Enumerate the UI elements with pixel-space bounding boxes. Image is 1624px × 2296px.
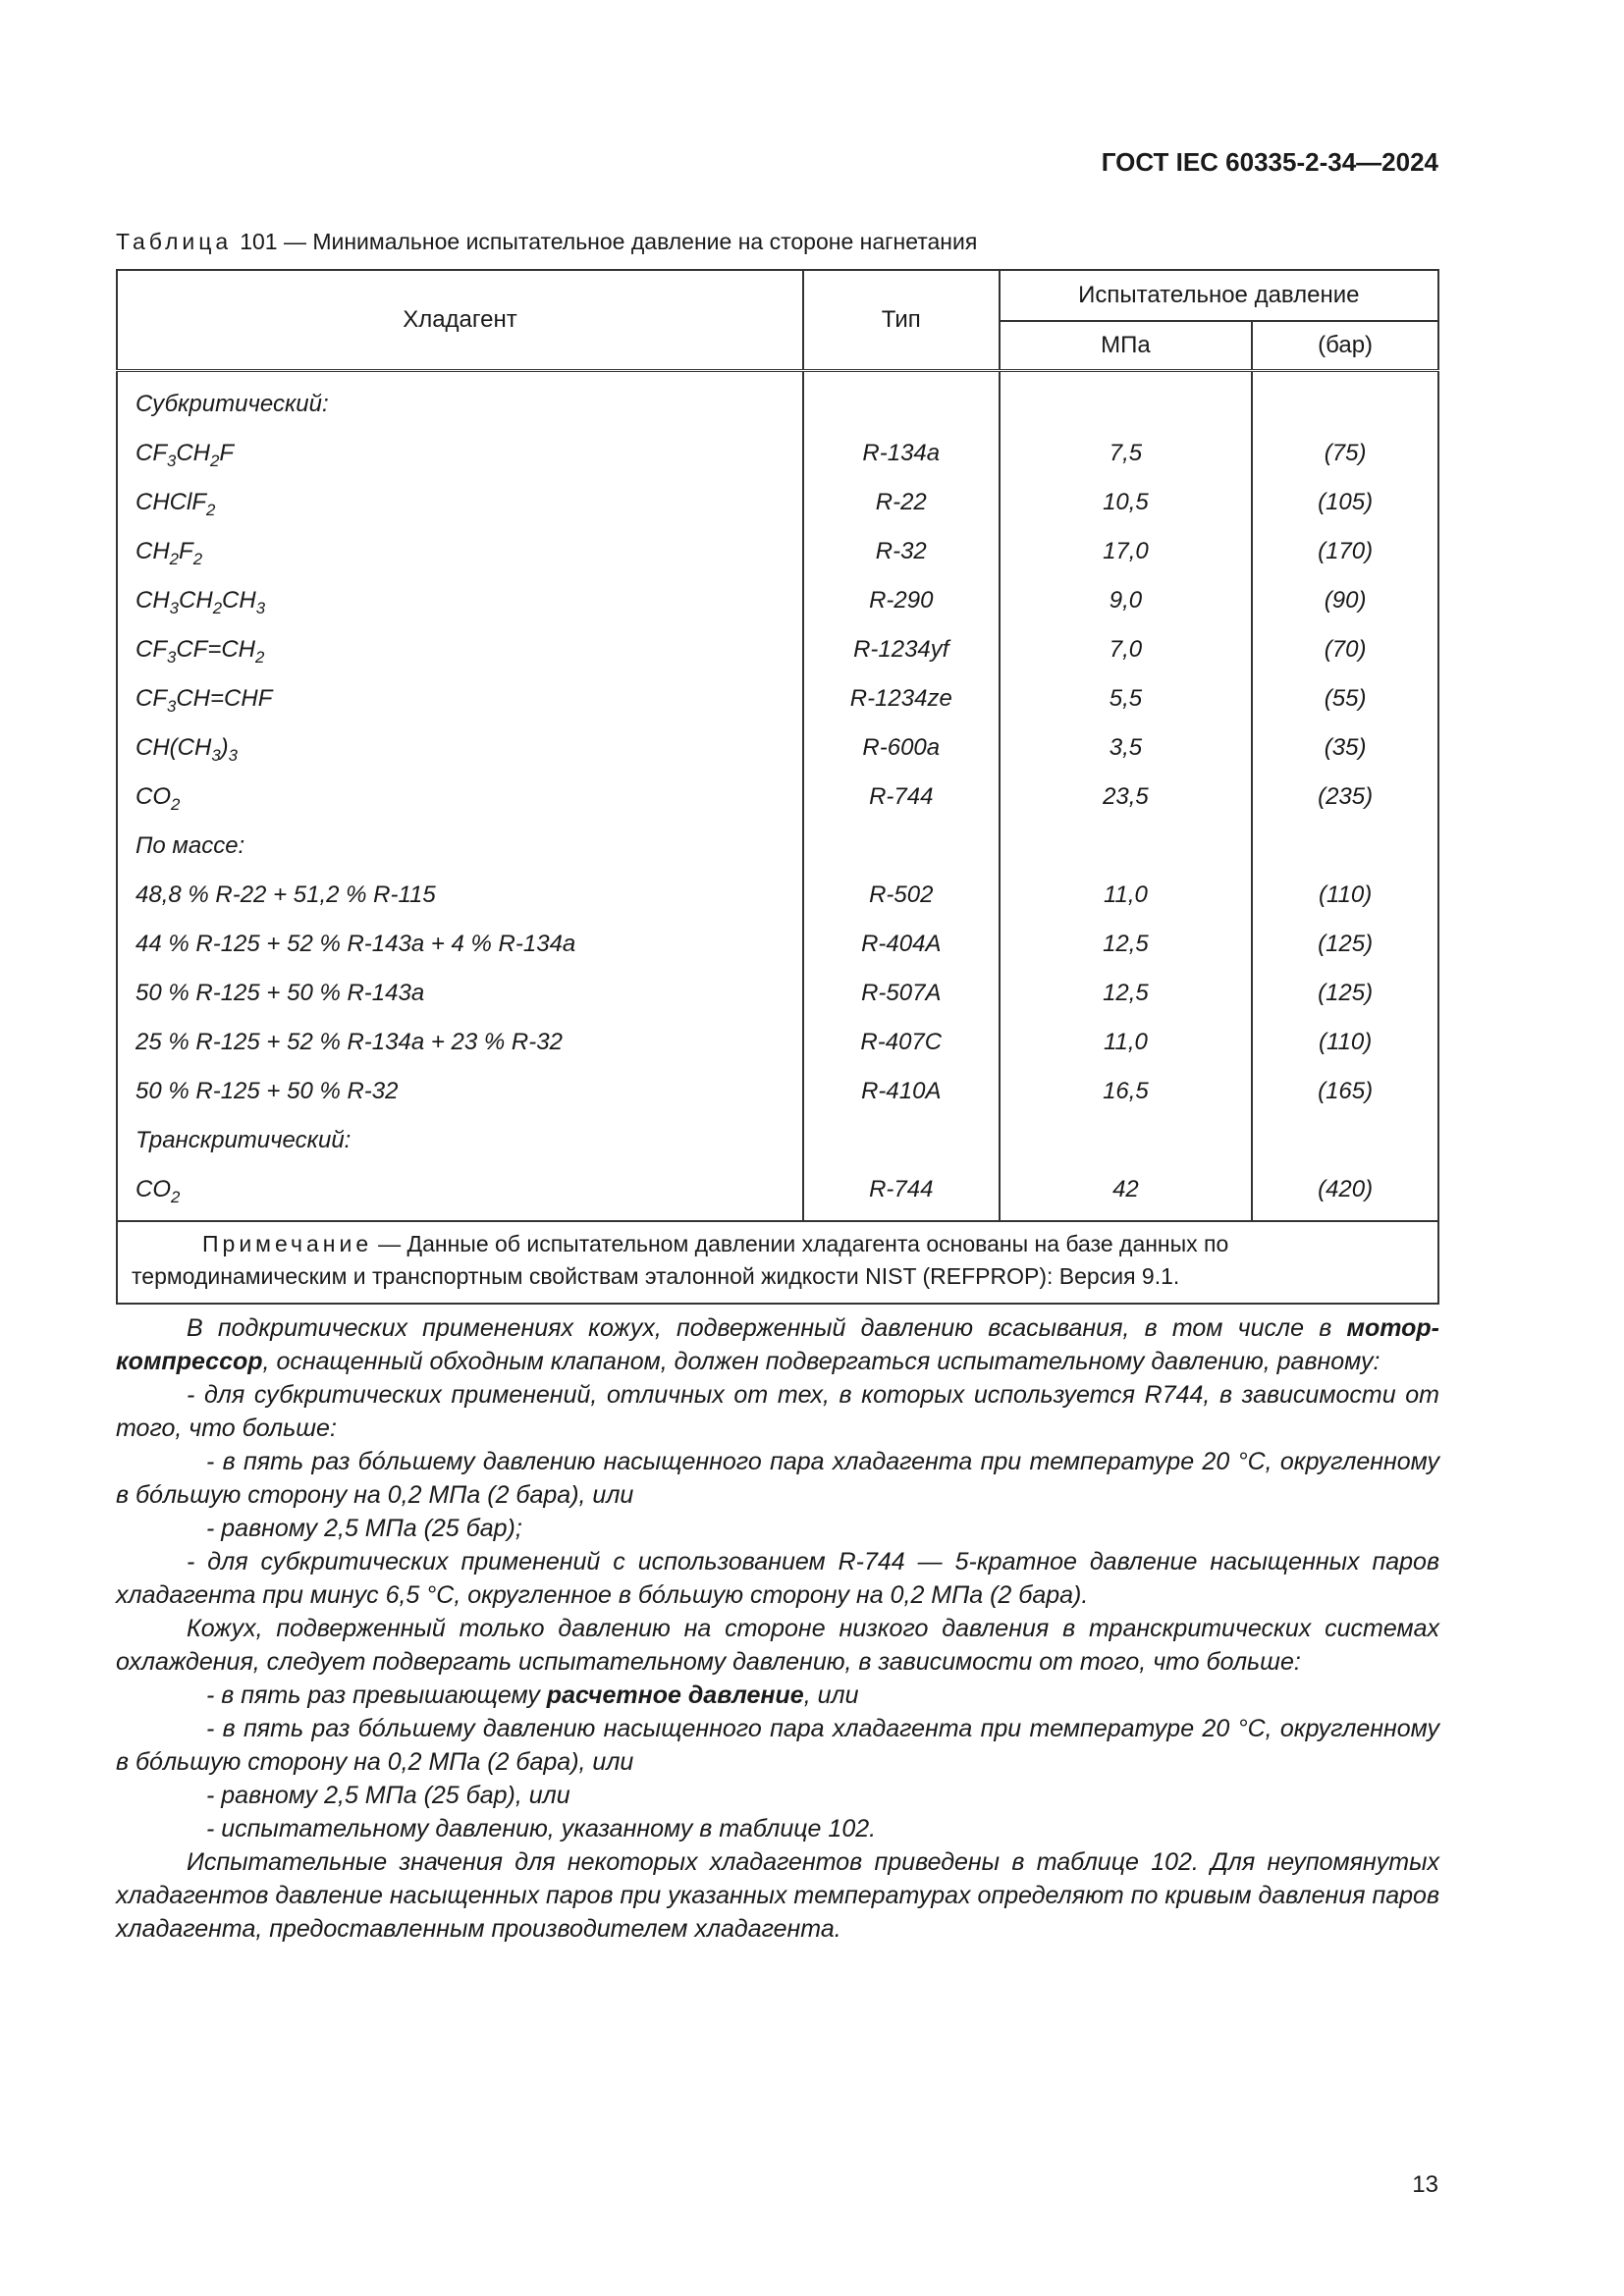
row-formula: $CF_3CF=CH_2$ xyxy=(117,625,803,674)
row-mixture: 48,8 % R-22 + 51,2 % R-115 xyxy=(117,871,803,920)
table-row xyxy=(117,1018,1438,1067)
list-item: - испытательному давлению, указанному в таблице 102. xyxy=(206,1815,877,1842)
row-type: R-32 xyxy=(803,527,1000,576)
row-mpa: 12,5 xyxy=(1000,920,1253,969)
row-mpa: 11,0 xyxy=(1000,1018,1253,1067)
row-mpa: 42 xyxy=(1000,1165,1253,1221)
note-label: Примечание xyxy=(202,1231,373,1256)
table-caption-text: 101 — Минимальное испытательное давление на стороне нагнетания xyxy=(240,229,978,254)
row-formula: $CH_3CH_2CH_3$ xyxy=(117,576,803,625)
row-mpa: 16,5 xyxy=(1000,1067,1253,1116)
row-mpa: 9,0 xyxy=(1000,576,1253,625)
row-formula: $CF_3CH=CHF$ xyxy=(117,674,803,723)
note-text: — Данные об испытательном давлении хладагента основаны на базе данных по термодинамическим и транспортным свойствам эталонной жидкости NIST (REFPROP): Версия 9.1. xyxy=(132,1231,1229,1289)
row-bar: (105) xyxy=(1252,478,1438,527)
row-bar: (125) xyxy=(1252,920,1438,969)
row-formula: CHClF$_2$ xyxy=(117,478,803,527)
paragraph-text: - в пять раз превышающему xyxy=(206,1682,547,1709)
table-row xyxy=(117,920,1438,969)
paragraph: Испытательные значения для некоторых хладагентов приведены в таблице 102. Для неупомянутых хладагентов давление насыщенных паров при указанных температурах определяют по кривым давления паров хладагента, предоставленным производителем хладагента. xyxy=(116,1848,1439,1943)
row-type: R-134a xyxy=(803,429,1000,478)
table-row xyxy=(117,871,1438,920)
row-type: R-1234yf xyxy=(803,625,1000,674)
row-bar: (170) xyxy=(1252,527,1438,576)
row-mpa: 7,5 xyxy=(1000,429,1253,478)
table-row xyxy=(117,371,1438,430)
table-row xyxy=(117,773,1438,822)
page-number: 13 xyxy=(1412,2171,1438,2198)
row-group-transcritical: Транскритический: xyxy=(117,1116,803,1165)
list-item: - в пять раз бóльшему давлению насыщенного пара хладагента при температуре 20 °C, округленному в бóльшую сторону на 0,2 МПа (2 бара), или xyxy=(116,1448,1439,1509)
row-group-subcritical: Субкритический: xyxy=(117,371,803,430)
table-row xyxy=(117,478,1438,527)
table-row xyxy=(117,576,1438,625)
row-mixture: 25 % R-125 + 52 % R-134a + 23 % R-32 xyxy=(117,1018,803,1067)
row-type: R-407C xyxy=(803,1018,1000,1067)
table-caption-label: Таблица xyxy=(116,229,233,254)
header-refrigerant: Хладагент xyxy=(117,270,803,371)
row-bar: (110) xyxy=(1252,871,1438,920)
row-mpa: 5,5 xyxy=(1000,674,1253,723)
row-bar: (90) xyxy=(1252,576,1438,625)
row-mixture: 50 % R-125 + 50 % R-143a xyxy=(117,969,803,1018)
row-bar: (70) xyxy=(1252,625,1438,674)
row-formula: $CF_3CH_2F$ xyxy=(117,429,803,478)
list-item: - равному 2,5 МПа (25 бар); xyxy=(206,1515,522,1542)
row-mixture: 50 % R-125 + 50 % R-32 xyxy=(117,1067,803,1116)
row-type: R-600a xyxy=(803,723,1000,773)
table-note-row xyxy=(117,1221,1438,1304)
standard-designation: ГОСТ IEC 60335-2-34—2024 xyxy=(1101,147,1438,177)
header-bar: (бар) xyxy=(1252,321,1438,371)
row-mpa: 17,0 xyxy=(1000,527,1253,576)
row-type: R-22 xyxy=(803,478,1000,527)
row-mpa: 23,5 xyxy=(1000,773,1253,822)
paragraph-text: В подкритических применениях кожух, подверженный давлению всасывания, в том числе в xyxy=(187,1314,1347,1342)
table-row xyxy=(117,674,1438,723)
header-type: Тип xyxy=(803,270,1000,371)
paragraph: Кожух, подверженный только давлению на стороне низкого давления в транскритических системах охлаждения, следует подвергать испытательному давлению, в зависимости от того, что больше: xyxy=(116,1615,1439,1676)
row-mpa: 11,0 xyxy=(1000,871,1253,920)
list-item: - для субкритических применений с использованием R-744 — 5-кратное давление насыщенных паров хладагента при минус 6,5 °C, округленное в бóльшую сторону на 0,2 МПа (2 бара). xyxy=(116,1548,1439,1609)
table-row xyxy=(117,527,1438,576)
row-formula: $CO_2$ xyxy=(117,773,803,822)
row-mpa: 7,0 xyxy=(1000,625,1253,674)
test-pressure-table xyxy=(116,269,1439,1305)
row-bar: (420) xyxy=(1252,1165,1438,1221)
row-formula: $CH_2F_2$ xyxy=(117,527,803,576)
table-row xyxy=(117,723,1438,773)
list-item xyxy=(116,1679,1439,1712)
row-bar: (55) xyxy=(1252,674,1438,723)
table-row xyxy=(117,429,1438,478)
row-bar: (35) xyxy=(1252,723,1438,773)
row-bar: (125) xyxy=(1252,969,1438,1018)
row-mixture: 44 % R-125 + 52 % R-143a + 4 % R-134a xyxy=(117,920,803,969)
row-type: R-290 xyxy=(803,576,1000,625)
row-type: R-502 xyxy=(803,871,1000,920)
paragraph-text: , или xyxy=(803,1682,859,1709)
row-mpa: 12,5 xyxy=(1000,969,1253,1018)
body-text xyxy=(116,1311,1439,1946)
paragraph xyxy=(116,1311,1439,1378)
list-item: - для субкритических применений, отличных от тех, в которых используется R744, в зависимости от того, что больше: xyxy=(116,1381,1439,1442)
paragraph-text: , оснащенный обходным клапаном, должен подвергаться испытательному давлению, равному: xyxy=(262,1348,1380,1375)
row-mpa: 10,5 xyxy=(1000,478,1253,527)
row-formula: $CH(CH_3)_3$ xyxy=(117,723,803,773)
row-type: R-1234ze xyxy=(803,674,1000,723)
row-bar: (75) xyxy=(1252,429,1438,478)
table-row xyxy=(117,1067,1438,1116)
row-type: R-744 xyxy=(803,773,1000,822)
row-type: R-410A xyxy=(803,1067,1000,1116)
table-row xyxy=(117,1165,1438,1221)
list-item: - равному 2,5 МПа (25 бар), или xyxy=(206,1782,570,1809)
table-row xyxy=(117,1116,1438,1165)
defined-term: расчетное давление xyxy=(546,1682,804,1709)
row-bar: (165) xyxy=(1252,1067,1438,1116)
table-note xyxy=(117,1221,1438,1304)
row-bar: (110) xyxy=(1252,1018,1438,1067)
row-bar: (235) xyxy=(1252,773,1438,822)
row-group-by-mass: По массе: xyxy=(117,822,803,871)
header-test-pressure: Испытательное давление xyxy=(1000,270,1438,321)
table-caption xyxy=(116,229,977,255)
row-type: R-404A xyxy=(803,920,1000,969)
table-row xyxy=(117,625,1438,674)
list-item: - в пять раз бóльшему давлению насыщенного пара хладагента при температуре 20 °C, округленному в бóльшую сторону на 0,2 МПа (2 бара), или xyxy=(116,1715,1439,1776)
defined-term: мотор-компрессор xyxy=(116,1314,1439,1375)
table-row xyxy=(117,969,1438,1018)
row-type: R-507A xyxy=(803,969,1000,1018)
table-row xyxy=(117,822,1438,871)
row-mpa: 3,5 xyxy=(1000,723,1253,773)
header-mpa: МПа xyxy=(1000,321,1253,371)
row-type: R-744 xyxy=(803,1165,1000,1221)
row-formula: $CO_2$ xyxy=(117,1165,803,1221)
